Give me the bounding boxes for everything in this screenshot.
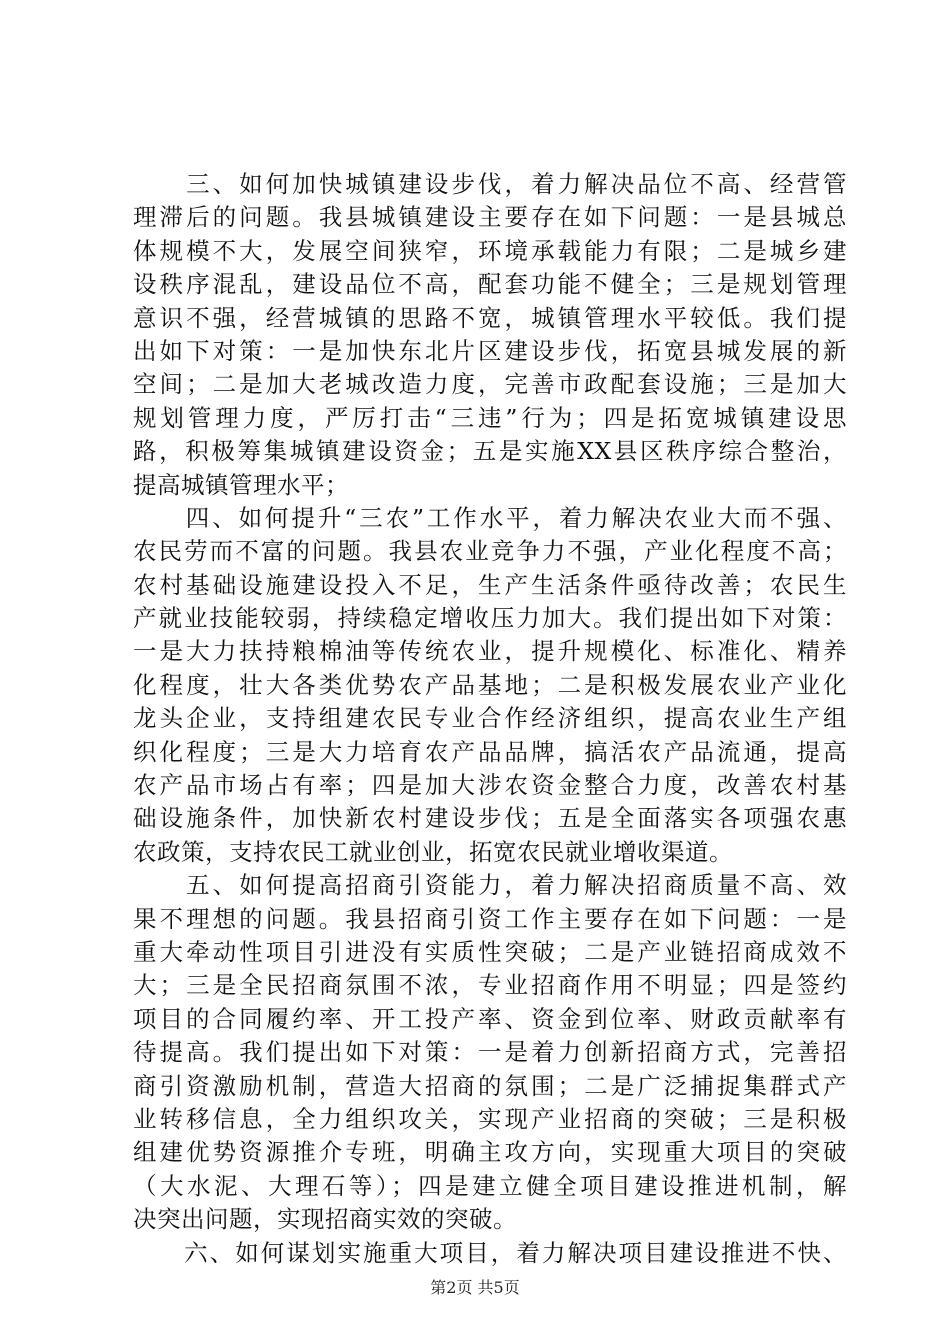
text-line: 农村基础设施建设投入不足，生产生活条件亟待改善；农民生 xyxy=(133,570,847,599)
text-line: 农产品市场占有率；四是加大涉农资金整合力度，改善农村基 xyxy=(133,771,847,800)
page-number-footer: 第2页 共5页 xyxy=(430,1278,520,1297)
text-line: 果不理想的问题。我县招商引资工作主要存在如下问题：一是 xyxy=(133,904,847,933)
text-line: 大；三是全民招商氛围不浓，专业招商作用不明显；四是签约 xyxy=(133,971,847,1000)
text-line: 路，积极筹集城镇建设资金；五是实施XX县区秩序综合整治， xyxy=(133,437,847,466)
text-line: 规划管理力度，严厉打击“三违”行为；四是拓宽城镇建设思 xyxy=(133,403,847,432)
text-line: 农政策，支持农民工就业创业，拓宽农民就业增收渠道。 xyxy=(133,837,733,866)
text-line: 待提高。我们提出如下对策：一是着力创新招商方式，完善招 xyxy=(133,1038,847,1067)
text-line: 础设施条件，加快新农村建设步伐；五是全面落实各项强农惠 xyxy=(133,804,847,833)
text-line: 提高城镇管理水平； xyxy=(133,470,349,499)
text-line: 三、如何加快城镇建设步伐，着力解决品位不高、经营管 xyxy=(133,170,847,198)
text-line: 体规模不大，发展空间狭窄，环境承载能力有限；二是城乡建 xyxy=(133,236,847,265)
text-line: 织化程度；三是大力培育农产品品牌，搞活农产品流通，提高 xyxy=(133,737,847,766)
text-line: 决突出问题，实现招商实效的突破。 xyxy=(133,1205,517,1234)
text-line: 出如下对策：一是加快东北片区建设步伐，拓宽县城发展的新 xyxy=(133,336,847,365)
text-line: 产就业技能较弱，持续稳定增收压力加大。我们提出如下对策： xyxy=(133,604,847,633)
text-line: 空间；二是加大老城改造力度，完善市政配套设施；三是加大 xyxy=(133,370,847,399)
text-line: 六、如何谋划实施重大项目，着力解决项目建设推进不快、 xyxy=(133,1238,847,1267)
body-text xyxy=(133,168,847,1270)
text-line: 组建优势资源推介专班，明确主攻方向，实现重大项目的突破 xyxy=(133,1138,847,1167)
text-line: 一是大力扶持粮棉油等传统农业，提升规模化、标准化、精养 xyxy=(133,637,847,666)
text-line: 理滞后的问题。我县城镇建设主要存在如下问题：一是县城总 xyxy=(133,203,847,232)
text-line: 化程度，壮大各类优势农产品基地；二是积极发展农业产业化 xyxy=(133,670,847,699)
text-line: 龙头企业，支持组建农民专业合作经济组织，提高农业生产组 xyxy=(133,704,847,733)
text-line: 业转移信息，全力组织攻关，实现产业招商的突破；三是积极 xyxy=(133,1104,847,1133)
text-line: （大水泥、大理石等）；四是建立健全项目建设推进机制，解 xyxy=(133,1171,847,1200)
text-line: 设秩序混乱，建设品位不高，配套功能不健全；三是规划管理 xyxy=(133,270,847,299)
text-line: 重大牵动性项目引进没有实质性突破；二是产业链招商成效不 xyxy=(133,937,847,966)
text-line: 五、如何提高招商引资能力，着力解决招商质量不高、效 xyxy=(133,871,847,900)
text-line: 项目的合同履约率、开工投产率、资金到位率、财政贡献率有 xyxy=(133,1004,847,1033)
text-line: 农民劳而不富的问题。我县农业竞争力不强，产业化程度不高； xyxy=(133,537,847,566)
text-line: 商引资激励机制，营造大招商的氛围；二是广泛捕捉集群式产 xyxy=(133,1071,847,1100)
text-line: 意识不强，经营城镇的思路不宽，城镇管理水平较低。我们提 xyxy=(133,303,847,332)
text-line: 四、如何提升“三农”工作水平，着力解决农业大而不强、 xyxy=(133,503,847,532)
